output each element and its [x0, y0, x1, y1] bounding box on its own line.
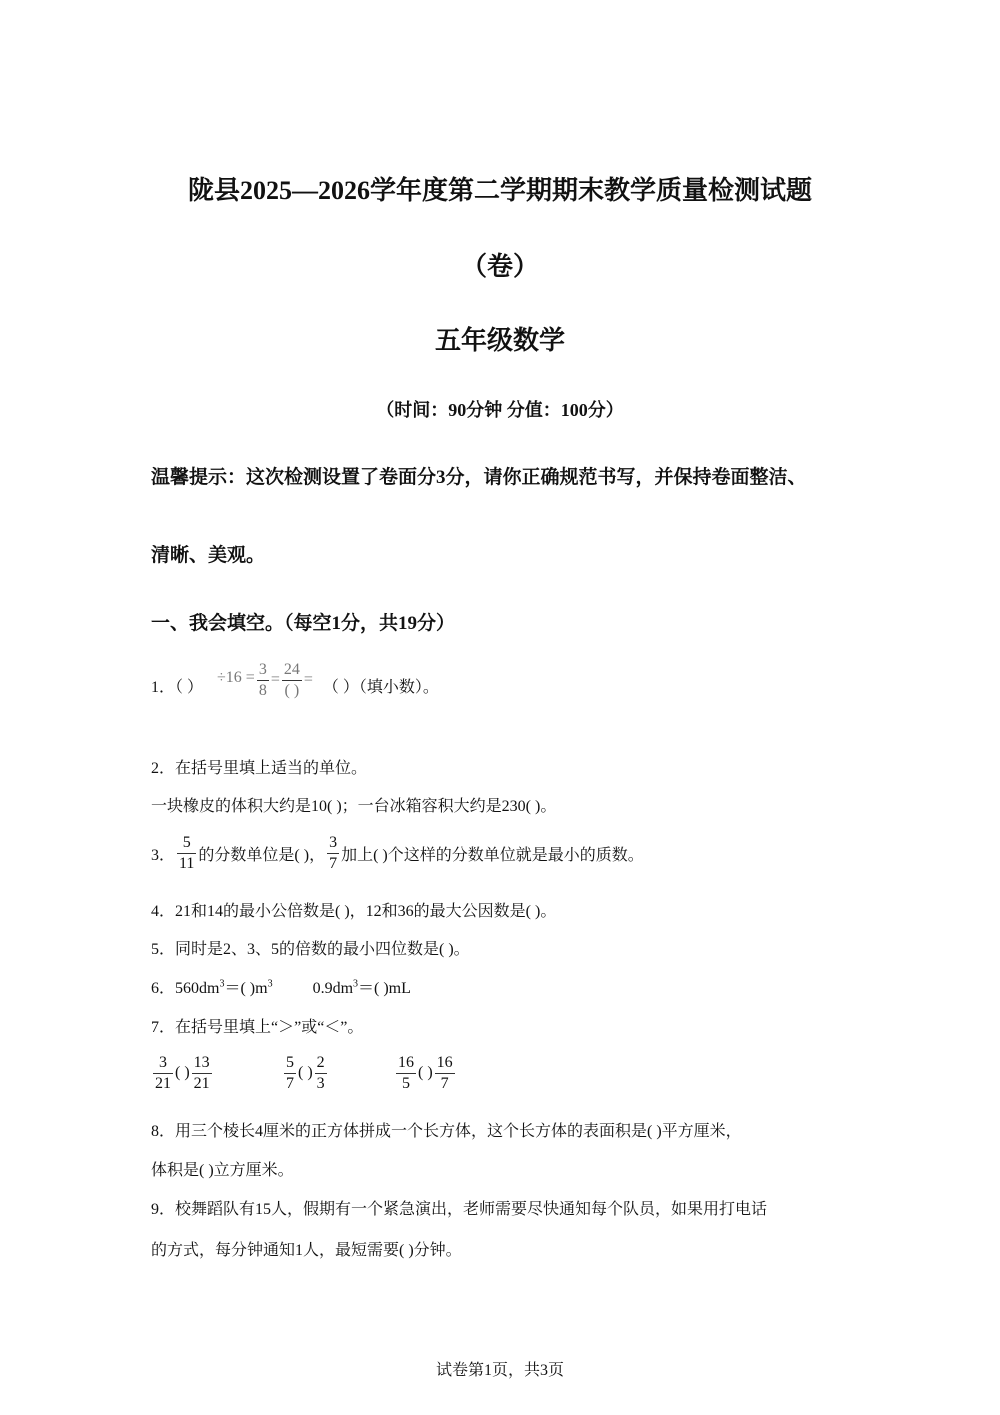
- question-3: [151, 828, 644, 878]
- q6-part-b: ＝( )m: [224, 980, 268, 997]
- question-8-line1: 8．用三个棱长4厘米的正方体拼成一个长方体，这个长方体的表面积是( )平方厘米，: [151, 1123, 742, 1140]
- q3-number: 3．: [151, 846, 176, 864]
- q6-part-d: ＝( )mL: [358, 980, 411, 997]
- q7-item-2: [282, 1050, 329, 1096]
- question-2-body: 一块橡皮的体积大约是10( )；一台冰箱容积大约是230( )。: [151, 798, 557, 815]
- q6-sup-a: 3: [219, 978, 225, 990]
- q7-right-fraction: $\frac{2}{3}$: [316, 1053, 325, 1092]
- question-2-prompt: 2．在括号里填上适当的单位。: [151, 760, 368, 777]
- q7-blank: ( ): [175, 1064, 190, 1081]
- q7-left-fraction: $\frac{16}{5}$: [398, 1053, 414, 1092]
- page-footer: 试卷第1页，共3页: [435, 1362, 564, 1379]
- q1-equals-2: =: [303, 671, 313, 688]
- q3-fraction-1: $\frac{5}{11}$: [179, 833, 195, 872]
- q6-sup-b: 3: [267, 978, 273, 990]
- q3-fraction-2: $\frac{3}{7}$: [329, 833, 338, 872]
- question-6: [151, 975, 411, 998]
- question-9-line2: 的方式，每分钟通知1人，最短需要( )分钟。: [151, 1242, 462, 1259]
- time-score: （时间：90分钟 分值：100分）: [376, 400, 624, 420]
- q6-part-a: 6．560dm: [151, 980, 220, 997]
- q1-equals: =: [270, 671, 280, 688]
- tip-line2: 清晰、美观。: [151, 545, 266, 566]
- q7-right-fraction: $\frac{16}{7}$: [436, 1053, 453, 1092]
- q1-tail: （ ）（填小数）。: [322, 678, 439, 696]
- q3-mid: 的分数单位是( )，: [198, 846, 326, 864]
- q6-part-c: 0.9dm: [312, 980, 354, 997]
- q7-left-fraction: $\frac{3}{21}$: [155, 1053, 171, 1092]
- q1-divide: ÷16 =: [217, 669, 255, 686]
- q1-fraction-2: $\frac{24}{( )}$: [283, 660, 300, 699]
- page-title-line1: 陇县2025—2026学年度第二学期期末教学质量检测试题: [187, 176, 812, 205]
- q1-fraction-1: $\frac{3}{8}$: [258, 660, 267, 699]
- q7-left-fraction: $\frac{5}{7}$: [286, 1053, 294, 1092]
- q3-tail: 加上( )个这样的分数单位就是最小的质数。: [341, 846, 644, 864]
- question-5: 5．同时是2、3、5的倍数的最小四位数是( )。: [151, 941, 470, 958]
- q7-item-3: [394, 1050, 457, 1096]
- question-1: [151, 660, 439, 710]
- question-4: 4．21和14的最小公倍数是( )，12和36的最大公因数是( )。: [151, 903, 557, 920]
- question-8-line2: 体积是( )立方厘米。: [151, 1162, 294, 1179]
- tip-line1: 温馨提示：这次检测设置了卷面分3分，请你正确规范书写，并保持卷面整洁、: [151, 467, 807, 488]
- q7-blank: ( ): [418, 1064, 433, 1081]
- q7-blank: ( ): [298, 1064, 313, 1081]
- q7-item-1: [151, 1050, 214, 1096]
- question-9-line1: 9．校舞蹈队有15人，假期有一个紧急演出，老师需要尽快通知每个队员，如果用打电话: [151, 1201, 768, 1218]
- section-heading-1: 一、我会填空。（每空1分，共19分）: [151, 613, 456, 634]
- question-7-prompt: 7．在括号里填上“＞”或“＜”。: [151, 1019, 364, 1036]
- q1-number: 1．（ ）: [151, 678, 204, 696]
- q6-sup-c: 3: [353, 978, 359, 990]
- q7-right-fraction: $\frac{13}{21}$: [193, 1053, 210, 1092]
- page-title-line2: （卷）: [460, 252, 539, 281]
- subject-title: 五年级数学: [434, 326, 565, 355]
